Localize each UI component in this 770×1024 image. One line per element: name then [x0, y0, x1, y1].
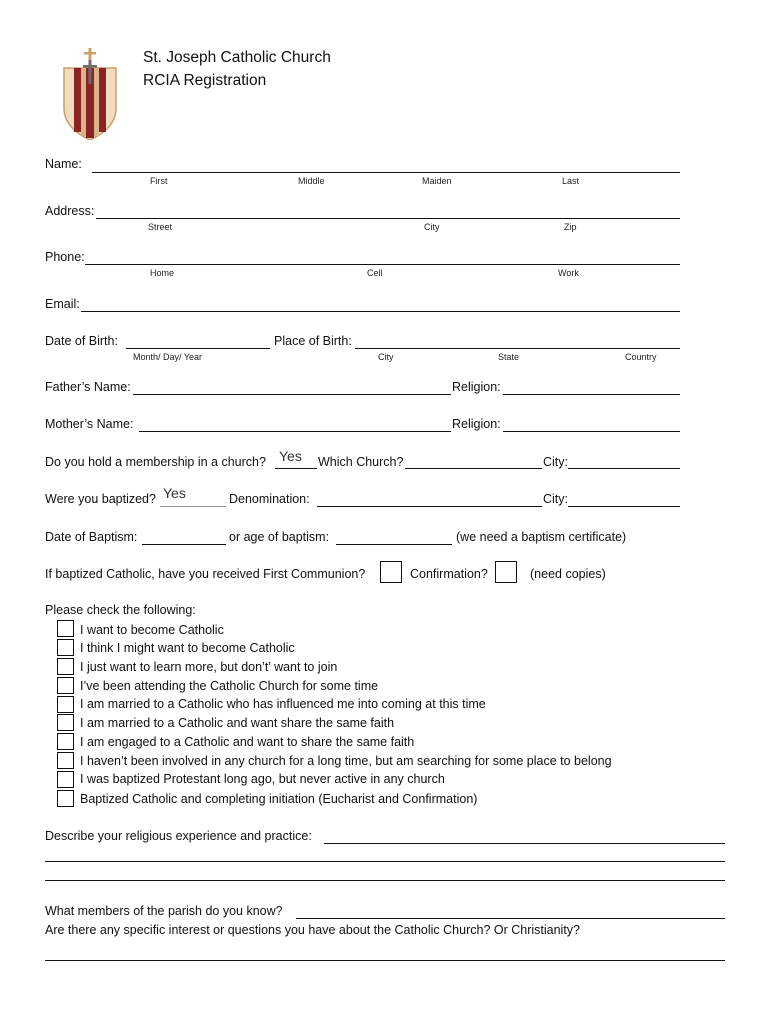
checklist-checkbox-3[interactable]: [57, 658, 74, 675]
email-field[interactable]: [81, 296, 680, 312]
dob-sub: Month/ Day/ Year: [133, 352, 203, 362]
mother-religion-field[interactable]: [503, 416, 680, 432]
checklist-checkbox-4[interactable]: [57, 677, 74, 694]
experience-field-2[interactable]: [45, 846, 725, 862]
baptism-note: (we need a baptism certificate): [456, 530, 627, 544]
checklist-checkbox-1[interactable]: [57, 620, 74, 637]
baptism-age-field[interactable]: [336, 529, 452, 545]
denomination-field[interactable]: [317, 491, 542, 507]
phone-sub-work: Work: [558, 268, 579, 278]
father-name-label: Father’s Name:: [45, 380, 131, 394]
checklist-item-6: I am married to a Catholic and want share the same faith: [80, 716, 395, 730]
baptized-city-label: City:: [543, 492, 568, 506]
checklist-checkbox-9[interactable]: [57, 771, 74, 788]
mother-name-field[interactable]: [139, 416, 451, 432]
confirmation-label: Confirmation?: [410, 567, 488, 581]
interest-field[interactable]: [45, 945, 725, 961]
phone-sub-home: Home: [150, 268, 175, 278]
dob-field[interactable]: [126, 333, 270, 349]
name-sub-maiden: Maiden: [422, 176, 452, 186]
checklist-item-4: I’ve been attending the Catholic Church for some time: [80, 679, 379, 693]
checklist-item-2: I think I might want to become Catholic: [80, 641, 295, 655]
checklist-heading: Please check the following:: [45, 603, 196, 617]
name-label: Name:: [45, 157, 82, 171]
phone-sub-cell: Cell: [367, 268, 383, 278]
phone-field[interactable]: [85, 249, 680, 265]
name-sub-last: Last: [562, 176, 580, 186]
address-field[interactable]: [96, 203, 680, 219]
pob-sub-country: Country: [625, 352, 657, 362]
dob-label: Date of Birth:: [45, 334, 118, 348]
checklist-item-9: I was baptized Protestant long ago, but never active in any church: [80, 772, 445, 786]
name-field[interactable]: [92, 157, 680, 173]
mother-religion-label: Religion:: [452, 417, 501, 431]
membership-city-label: City:: [543, 455, 568, 469]
checklist-checkbox-8[interactable]: [57, 752, 74, 769]
address-label: Address:: [45, 204, 95, 218]
checklist-item-3: I just want to learn more, but don’t’ want to join: [80, 660, 338, 674]
mother-name-label: Mother’s Name:: [45, 417, 134, 431]
checklist-checkbox-6[interactable]: [57, 714, 74, 731]
experience-label: Describe your religious experience and practice:: [45, 829, 312, 843]
confirmation-checkbox[interactable]: [495, 561, 517, 583]
address-sub-zip: Zip: [564, 222, 577, 232]
experience-field-1[interactable]: [324, 828, 725, 844]
baptized-label: Were you baptized?: [45, 492, 156, 506]
membership-city-field[interactable]: [568, 453, 680, 469]
checklist-item-10: Baptized Catholic and completing initiation (Eucharist and Confirmation): [80, 792, 478, 806]
father-religion-field[interactable]: [503, 379, 680, 395]
which-church-label: Which Church?: [318, 455, 404, 469]
communion-note: (need copies): [530, 567, 606, 581]
checklist-checkbox-2[interactable]: [57, 639, 74, 656]
checklist-item-1: I want to become Catholic: [80, 623, 224, 637]
members-label: What members of the parish do you know?: [45, 904, 283, 918]
pob-field[interactable]: [355, 333, 680, 349]
father-religion-label: Religion:: [452, 380, 501, 394]
checklist-item-7: I am engaged to a Catholic and want to share the same faith: [80, 735, 415, 749]
communion-checkbox[interactable]: [380, 561, 402, 583]
pob-label: Place of Birth:: [274, 334, 352, 348]
phone-label: Phone:: [45, 250, 85, 264]
members-field[interactable]: [296, 903, 725, 919]
name-sub-first: First: [150, 176, 168, 186]
checklist-checkbox-5[interactable]: [57, 696, 74, 713]
father-name-field[interactable]: [133, 379, 451, 395]
baptized-city-field[interactable]: [568, 491, 680, 507]
address-sub-city: City: [424, 222, 440, 232]
name-sub-middle: Middle: [298, 176, 325, 186]
communion-label: If baptized Catholic, have you received First Communion?: [45, 567, 366, 581]
baptism-date-label: Date of Baptism:: [45, 530, 138, 544]
interest-label: Are there any specific interest or questions you have about the Catholic Church? Or Christianity?: [45, 923, 580, 937]
denomination-label: Denomination:: [229, 492, 310, 506]
experience-field-3[interactable]: [45, 865, 725, 881]
form-title: RCIA Registration: [143, 72, 267, 89]
pob-sub-city: City: [378, 352, 394, 362]
checklist-checkbox-10[interactable]: [57, 790, 74, 807]
baptism-age-label: or age of baptism:: [229, 530, 330, 544]
checklist-item-5: I am married to a Catholic who has influenced me into coming at this time: [80, 697, 486, 711]
address-sub-street: Street: [148, 222, 173, 232]
checklist-item-8: I haven’t been involved in any church for a long time, but am searching for some place to belong: [80, 754, 612, 768]
church-name: St. Joseph Catholic Church: [143, 49, 331, 66]
which-church-field[interactable]: [405, 453, 542, 469]
church-logo-icon: [60, 48, 120, 140]
baptism-date-field[interactable]: [142, 529, 226, 545]
baptized-value: Yes: [163, 485, 186, 501]
email-label: Email:: [45, 297, 80, 311]
checklist-checkbox-7[interactable]: [57, 733, 74, 750]
membership-value: Yes: [279, 448, 302, 464]
membership-label: Do you hold a membership in a church?: [45, 455, 266, 469]
pob-sub-state: State: [498, 352, 520, 362]
